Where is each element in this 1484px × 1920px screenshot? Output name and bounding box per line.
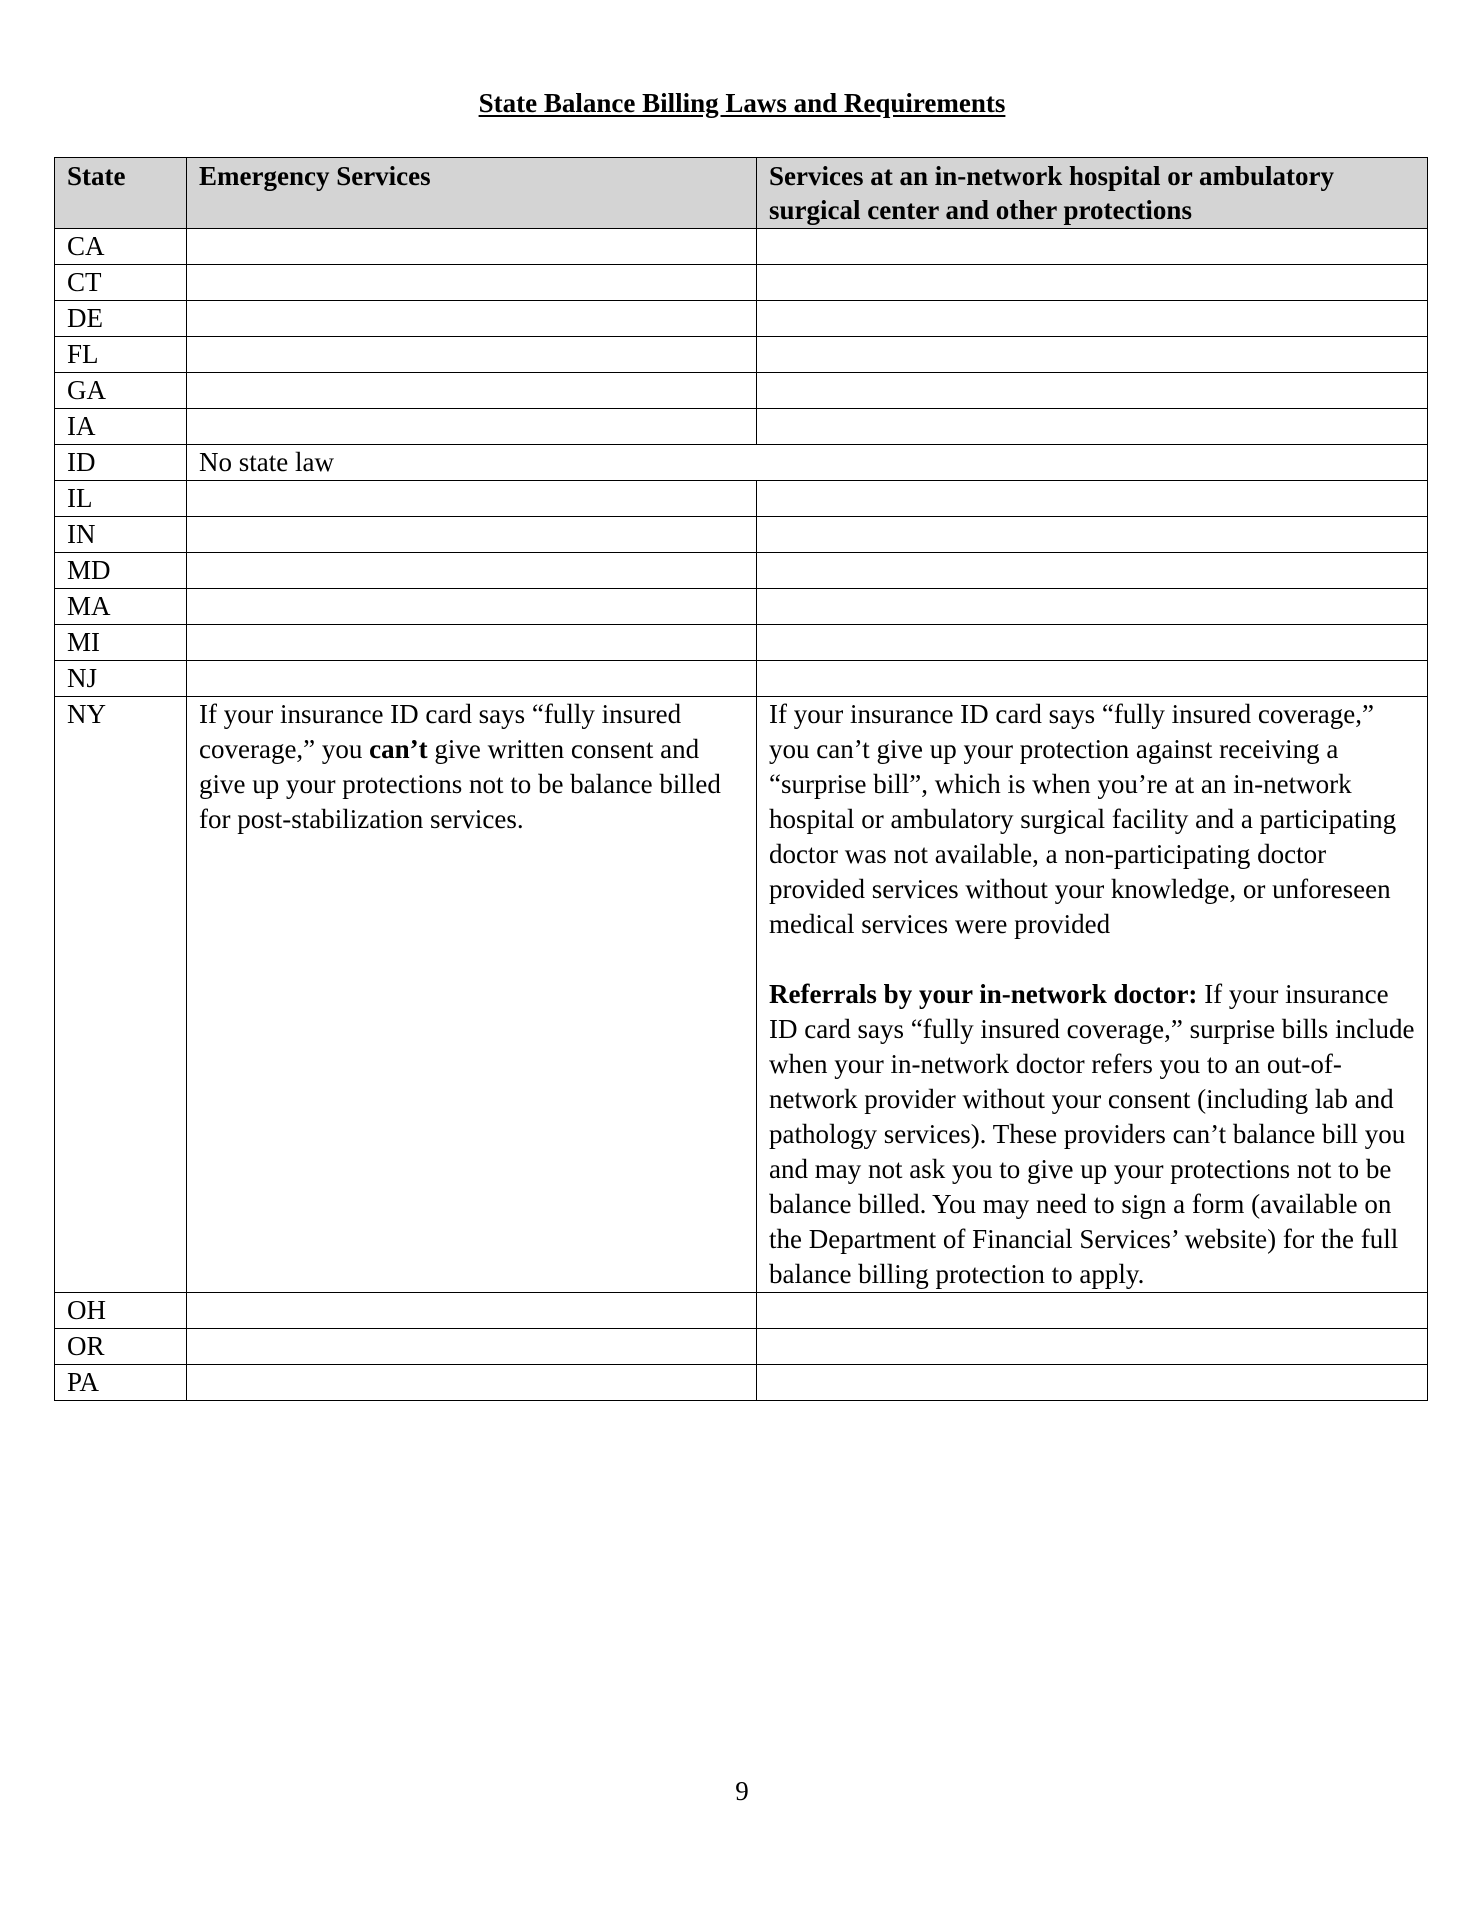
- state-cell: MD: [55, 553, 187, 589]
- table-row-ga: [55, 373, 1428, 409]
- emergency-cell: [187, 265, 757, 301]
- ny-emergency-cell: [187, 697, 757, 1293]
- other-cell: [757, 481, 1428, 517]
- page-number: 9: [735, 1776, 749, 1806]
- referrals-text: If your insurance ID card says “fully insured coverage,” surprise bills include when your in-network doctor refers you to an out-of-network provider without your consent (including lab and pathology services). These providers can’t balance bill you and may not ask you to give up your protections not to be balance billed. You may need to sign a form (available on the Department of Financial Services’ website) for the full balance billing protection to apply.: [769, 979, 1415, 1289]
- emergency-cell: [187, 1365, 757, 1401]
- no-state-law-cell: No state law: [187, 445, 1428, 481]
- page-title: State Balance Billing Laws and Requirements: [478, 88, 1006, 118]
- state-cell: NY: [55, 697, 187, 1293]
- emergency-cell: [187, 229, 757, 265]
- ny-other-paragraph-1: If your insurance ID card says “fully insured coverage,” you can’t give up your protection against receiving a “surprise bill”, which is when you’re at an in-network hospital or ambulatory surgical facility and a participating doctor was not available, a non-participating doctor provided services without your knowledge, or unforeseen medical services were provided: [769, 699, 1397, 939]
- table-row-ma: [55, 589, 1428, 625]
- emergency-cell: [187, 409, 757, 445]
- state-cell: ID: [55, 445, 187, 481]
- other-cell: [757, 661, 1428, 697]
- table-row-or: [55, 1329, 1428, 1365]
- state-cell: CT: [55, 265, 187, 301]
- other-cell: [757, 553, 1428, 589]
- emergency-cell: [187, 661, 757, 697]
- state-cell: IN: [55, 517, 187, 553]
- state-cell: MA: [55, 589, 187, 625]
- other-cell: [757, 625, 1428, 661]
- ny-emergency-text-2: give written consent and give up your protections not to be balance billed for post-stabilization services.: [199, 734, 721, 834]
- table-row-in: [55, 517, 1428, 553]
- table-row-il: [55, 481, 1428, 517]
- state-cell: IL: [55, 481, 187, 517]
- table-row-ca: [55, 229, 1428, 265]
- table-row-ny: [55, 697, 1428, 1293]
- header-other-protections: Services at an in-network hospital or ambulatory surgical center and other protections: [757, 158, 1428, 229]
- emergency-cell: [187, 517, 757, 553]
- state-cell: IA: [55, 409, 187, 445]
- other-cell: [757, 229, 1428, 265]
- emergency-cell: [187, 1329, 757, 1365]
- header-emergency-services: Emergency Services: [187, 158, 757, 229]
- emergency-cell: [187, 1293, 757, 1329]
- table-row-pa: [55, 1365, 1428, 1401]
- state-cell: FL: [55, 337, 187, 373]
- state-cell: OR: [55, 1329, 187, 1365]
- emergency-cell: [187, 481, 757, 517]
- ny-emergency-text-1: If your insurance ID card says “fully insured coverage,” you: [199, 699, 682, 764]
- state-cell: GA: [55, 373, 187, 409]
- other-cell: [757, 265, 1428, 301]
- table-row-ct: [55, 265, 1428, 301]
- other-cell: [757, 409, 1428, 445]
- state-cell: OH: [55, 1293, 187, 1329]
- ny-other-cell: [757, 697, 1428, 1293]
- table-row-mi: [55, 625, 1428, 661]
- state-cell: PA: [55, 1365, 187, 1401]
- ny-emergency-emphasis: can’t: [369, 734, 428, 764]
- header-state: State: [55, 158, 187, 229]
- other-cell: [757, 589, 1428, 625]
- table-row-md: [55, 553, 1428, 589]
- balance-billing-table: [54, 157, 1428, 1401]
- other-cell: [757, 337, 1428, 373]
- table-row-de: [55, 301, 1428, 337]
- state-cell: CA: [55, 229, 187, 265]
- emergency-cell: [187, 373, 757, 409]
- table-row-fl: [55, 337, 1428, 373]
- other-cell: [757, 1365, 1428, 1401]
- ny-other-paragraph-2: [769, 977, 1415, 1292]
- state-cell: NJ: [55, 661, 187, 697]
- emergency-cell: [187, 589, 757, 625]
- table-row-id: [55, 445, 1428, 481]
- table-row-ia: [55, 409, 1428, 445]
- emergency-cell: [187, 301, 757, 337]
- other-cell: [757, 1293, 1428, 1329]
- emergency-cell: [187, 625, 757, 661]
- table-row-oh: [55, 1293, 1428, 1329]
- state-cell: DE: [55, 301, 187, 337]
- other-cell: [757, 373, 1428, 409]
- other-cell: [757, 1329, 1428, 1365]
- emergency-cell: [187, 337, 757, 373]
- referrals-heading: Referrals by your in-network doctor:: [769, 979, 1198, 1009]
- other-cell: [757, 517, 1428, 553]
- state-cell: MI: [55, 625, 187, 661]
- emergency-cell: [187, 553, 757, 589]
- other-cell: [757, 301, 1428, 337]
- table-row-nj: [55, 661, 1428, 697]
- table-header-row: [55, 158, 1428, 229]
